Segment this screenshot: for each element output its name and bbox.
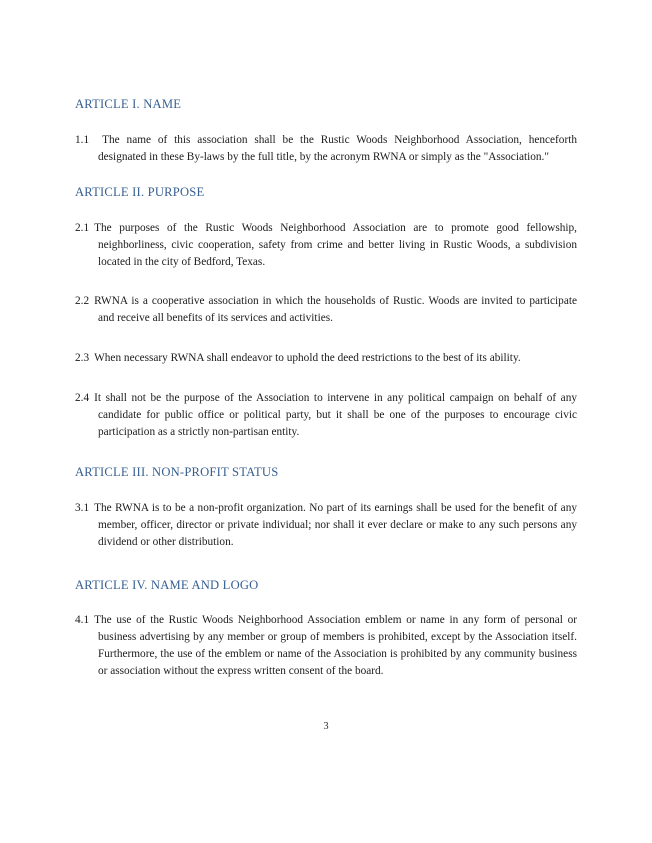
clause-text: The RWNA is to be a non-profit organization. No part of its earnings shall be used for the benefit of any member, officer, director or private individual; nor shall it ever declare or make to any such persons any dividend or other distribution. [94,502,577,548]
clause-number: 4.1 [75,614,90,626]
clause-text: When necessary RWNA shall endeavor to uphold the deed restrictions to the best of its ability. [94,352,521,364]
article-3-section [75,464,577,551]
clause-2-2 [75,293,577,327]
clause-2-4 [75,390,577,441]
article-2-heading: ARTICLE II. PURPOSE [75,185,205,199]
article-2-section [75,184,577,441]
article-3-heading: ARTICLE III. NON-PROFIT STATUS [75,465,279,479]
clause-3-1 [75,500,577,551]
clause-4-1 [75,612,577,680]
clause-number: 1.1 [75,134,90,146]
clause-number: 2.4 [75,392,90,404]
clause-text: The name of this association shall be the Rustic Woods Neighborhood Association, henceforth designated in these By-laws by the full title, by the acronym RWNA or simply as the "Association." [98,134,577,163]
article-1-section [75,96,577,166]
article-4-section [75,577,577,680]
clause-number: 3.1 [75,502,90,514]
clause-number: 2.1 [75,222,90,234]
page-number: 3 [323,721,329,732]
clause-1-1 [75,132,577,166]
clause-2-1 [75,220,577,271]
clause-number: 2.2 [75,295,90,307]
clause-text: The purposes of the Rustic Woods Neighborhood Association are to promote good fellowship, neighborliness, civic cooperation, safety from crime and better living in Rustic Woods, a subdivision located in the city of Bedford, Texas. [94,222,577,268]
article-4-heading: ARTICLE IV. NAME AND LOGO [75,578,259,592]
clause-text: The use of the Rustic Woods Neighborhood Association emblem or name in any form of personal or business advertising by any member or group of members is prohibited, except by the Association itself. Furthermore, the use of the emblem or name of the Association is prohibited by any community business or association without the express written consent of the board. [94,614,577,677]
clause-text: RWNA is a cooperative association in which the households of Rustic. Woods are invited to participate and receive all benefits of its services and activities. [94,295,577,324]
article-1-heading: ARTICLE I. NAME [75,97,182,111]
clause-number: 2.3 [75,352,90,364]
clause-text: It shall not be the purpose of the Association to intervene in any political campaign on behalf of any candidate for public office or political party, but it shall be one of the purposes to encourage civic participation as a strictly non-partisan entity. [94,392,577,438]
clause-2-3 [75,350,577,367]
